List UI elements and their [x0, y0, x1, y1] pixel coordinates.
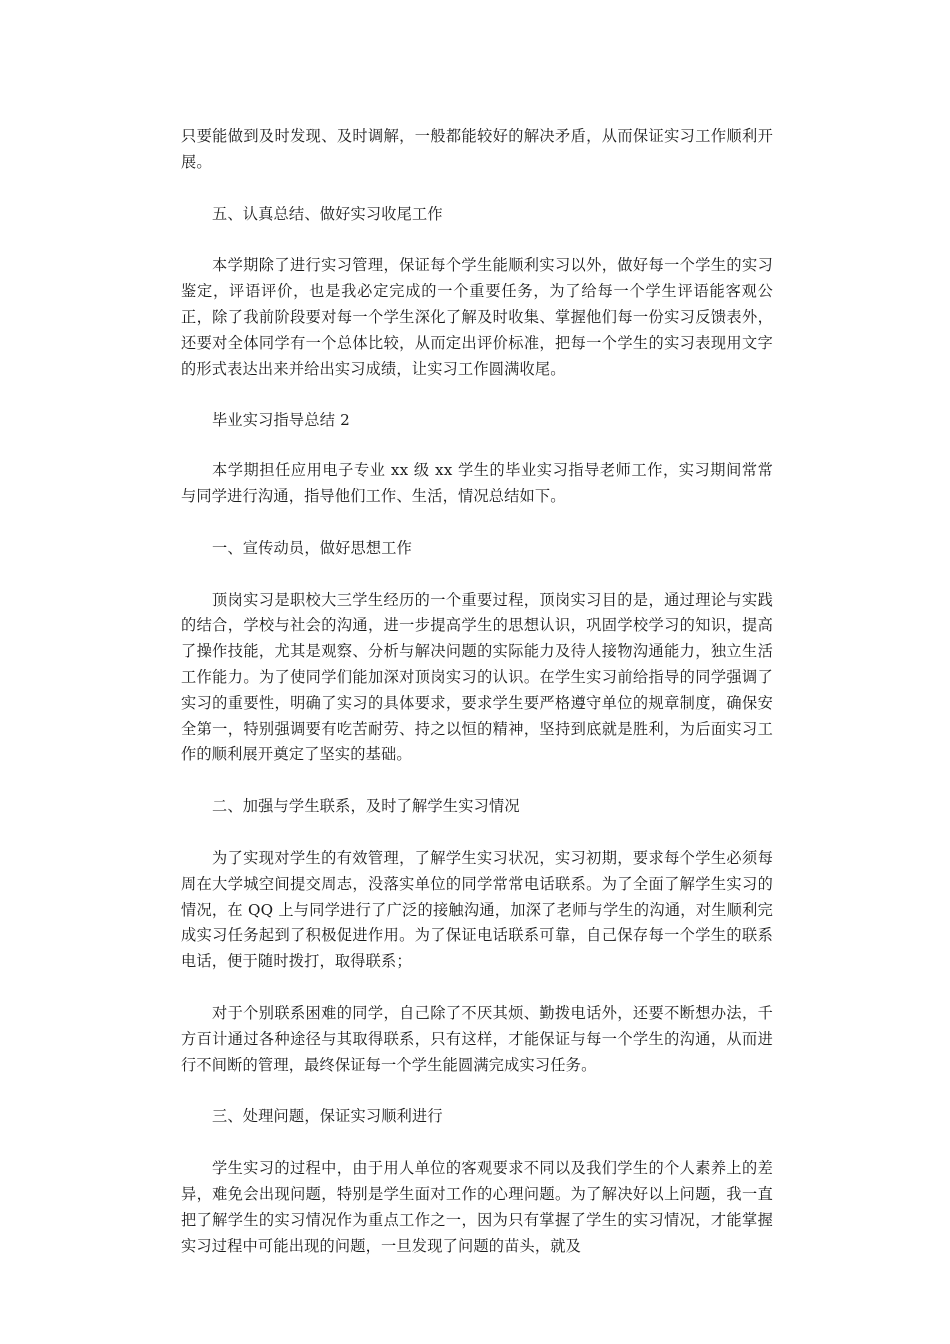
paragraph: 顶岗实习是职校大三学生经历的一个重要过程，顶岗实习目的是，通过理论与实践的结合，学校与社会的沟通，进一步提高学生的思想认识，巩固学校学习的知识，提高了操作技能，尤其是观察、分析与解决问题的实际能力及待人接物沟通能力，独立生活工作能力。为了使同学们能加深对顶岗实习的认识。在学生实习前给指导的同学强调了实习的重要性，明确了实习的具体要求，要求学生要严格遵守单位的规章制度，确保安全第一，特别强调要有吃苦耐劳、持之以恒的精神，坚持到底就是胜利，为后面实习工作的顺利展开奠定了坚实的基础。: [181, 590, 773, 764]
document-title: 毕业实习指导总结 2: [212, 411, 350, 430]
section-heading: 一、宣传动员，做好思想工作: [212, 538, 413, 557]
section-heading: 五、认真总结、做好实习收尾工作: [212, 204, 443, 223]
paragraph: 学生实习的过程中，由于用人单位的客观要求不同以及我们学生的个人素养上的差异，难免会出现问题，特别是学生面对工作的心理问题。为了解决好以上问题，我一直把了解学生的实习情况作为重点工作之一，因为只有掌握了学生的实习情况，才能掌握实习过程中可能出现的问题，一旦发现了问题的苗头，就及: [181, 1159, 773, 1255]
paragraph: 本学期担任应用电子专业 xx 级 xx 学生的毕业实习指导老师工作，实习期间常常与同学进行沟通，指导他们工作、生活，情况总结如下。: [181, 461, 773, 505]
paragraph: 为了实现对学生的有效管理，了解学生实习状况，实习初期，要求每个学生必须每周在大学城空间提交周志，没落实单位的同学常常电话联系。为了全面了解学生实习的情况，在 QQ 上与同学进行了广泛的接触沟通，加深了老师与学生的沟通，对生顺利完成实习任务起到了积极促进作用。为了保证电话联系可靠，自己保存每一个学生的联系电话，便于随时拨打，取得联系；: [181, 848, 773, 971]
section-heading: 二、加强与学生联系，及时了解学生实习情况: [212, 797, 520, 816]
paragraph: 只要能做到及时发现、及时调解，一般都能较好的解决矛盾，从而保证实习工作顺利开展。: [181, 127, 773, 171]
paragraph: 对于个别联系困难的同学，自己除了不厌其烦、勤拨电话外，还要不断想办法，千方百计通过各种途径与其取得联系，只有这样，才能保证与每一个学生的沟通，从而进行不间断的管理，最终保证每一个学生能圆满完成实习任务。: [181, 1003, 773, 1074]
document-page: [181, 124, 773, 1259]
paragraph: 本学期除了进行实习管理，保证每个学生能顺利实习以外，做好每一个学生的实习鉴定，评语评价，也是我必定完成的一个重要任务，为了给每一个学生评语能客观公正，除了我前阶段要对每一个学生深化了解及时收集、掌握他们每一份实习反馈表外，还要对全体同学有一个总体比较，从而定出评价标准，把每一个学生的实习表现用文字的形式表达出来并给出实习成绩，让实习工作圆满收尾。: [181, 256, 773, 378]
section-heading: 三、处理问题，保证实习顺利进行: [212, 1107, 443, 1126]
